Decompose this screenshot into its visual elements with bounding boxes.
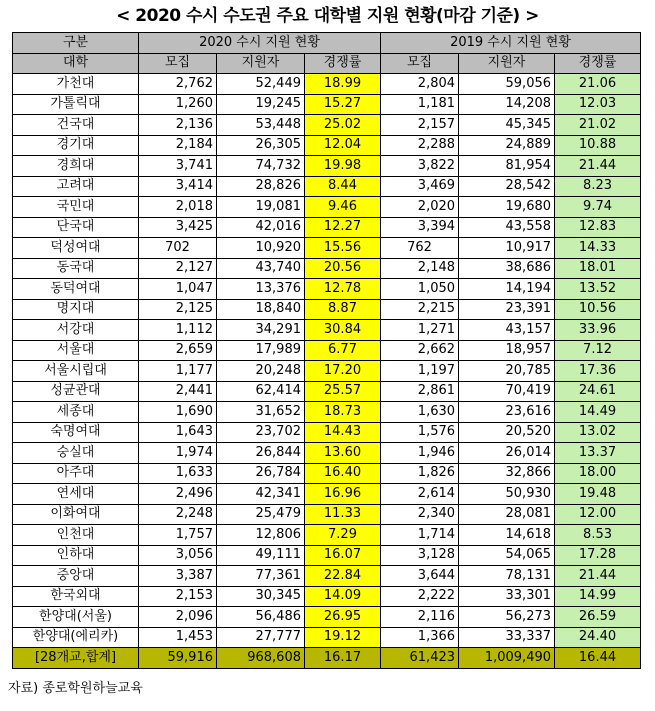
recruit-2020-cell: 2,441 <box>139 381 217 402</box>
university-name-cell: 고려대 <box>13 176 139 197</box>
rate-2020-cell: 20.56 <box>305 258 381 279</box>
recruit-2019-cell: 3,822 <box>381 156 459 177</box>
applicants-2019-cell: 28,081 <box>459 504 555 525</box>
applicants-2020-cell: 30,345 <box>217 586 305 607</box>
recruit-2019-cell: 2,116 <box>381 607 459 628</box>
recruit-2019-cell: 1,271 <box>381 320 459 341</box>
header-row-2 <box>13 53 641 74</box>
recruit-2020-header: 모집 <box>139 53 217 74</box>
university-name-cell: 서강대 <box>13 320 139 341</box>
recruit-2019-cell: 2,222 <box>381 586 459 607</box>
university-name-cell: 서울시립대 <box>13 361 139 382</box>
recruit-2020-cell: 2,659 <box>139 340 217 361</box>
applicants-2019-cell: 56,273 <box>459 607 555 628</box>
rate-2019-cell: 14.99 <box>555 586 641 607</box>
rate-2020-cell: 19.98 <box>305 156 381 177</box>
university-name-cell: 성균관대 <box>13 381 139 402</box>
recruit-2019-cell: 2,804 <box>381 74 459 95</box>
rate-2020-cell: 6.77 <box>305 340 381 361</box>
university-name-cell: 중앙대 <box>13 566 139 587</box>
rate-2019-cell: 10.88 <box>555 135 641 156</box>
recruit-2019-cell: 1,826 <box>381 463 459 484</box>
applicants-2019-cell: 43,157 <box>459 320 555 341</box>
university-name-cell: 가톨릭대 <box>13 94 139 115</box>
recruit-2020-cell: 1,643 <box>139 422 217 443</box>
university-name-cell: 세종대 <box>13 402 139 423</box>
rate-2019-cell: 13.02 <box>555 422 641 443</box>
applicants-2020-cell: 34,291 <box>217 320 305 341</box>
recruit-2020-cell: 1,112 <box>139 320 217 341</box>
applicants-2020-cell: 43,740 <box>217 258 305 279</box>
applicants-2020-cell: 42,016 <box>217 217 305 238</box>
university-name-cell: 국민대 <box>13 197 139 218</box>
applicants-2019-cell: 10,917 <box>459 238 555 259</box>
table-row <box>13 525 641 546</box>
rate-2019-cell: 26.59 <box>555 607 641 628</box>
university-name-cell: 연세대 <box>13 484 139 505</box>
applicants-2020-cell: 77,361 <box>217 566 305 587</box>
year-2020-header: 2020 수시 지원 현황 <box>139 33 381 54</box>
recruit-2019-cell: 1,946 <box>381 443 459 464</box>
rate-2019-cell: 24.40 <box>555 627 641 648</box>
rate-2020-cell: 8.44 <box>305 176 381 197</box>
recruit-2019-cell: 2,148 <box>381 258 459 279</box>
rate-2019-cell: 14.33 <box>555 238 641 259</box>
rate-2019-cell: 12.03 <box>555 94 641 115</box>
rate-2019-cell: 33.96 <box>555 320 641 341</box>
rate-2020-cell: 25.57 <box>305 381 381 402</box>
total-row <box>13 648 641 669</box>
applicants-2019-cell: 70,419 <box>459 381 555 402</box>
applicants-2020-cell: 13,376 <box>217 279 305 300</box>
university-name-cell: 숙명여대 <box>13 422 139 443</box>
rate-2020-cell: 12.04 <box>305 135 381 156</box>
recruit-2020-cell: 1,453 <box>139 627 217 648</box>
applicants-2019-cell: 38,686 <box>459 258 555 279</box>
rate-2020-cell: 11.33 <box>305 504 381 525</box>
rate-2019-cell: 21.44 <box>555 566 641 587</box>
table-row <box>13 361 641 382</box>
applicants-2019-cell: 14,194 <box>459 279 555 300</box>
recruit-2020-cell: 1,047 <box>139 279 217 300</box>
applicants-2019-cell: 33,301 <box>459 586 555 607</box>
table-row <box>13 381 641 402</box>
rate-2020-cell: 16.96 <box>305 484 381 505</box>
university-name-cell: 서울대 <box>13 340 139 361</box>
recruit-2020-cell: 2,762 <box>139 74 217 95</box>
applicants-2019-cell: 28,542 <box>459 176 555 197</box>
applicants-2020-header: 지원자 <box>217 53 305 74</box>
university-name-cell: 단국대 <box>13 217 139 238</box>
recruit-2019-cell: 3,644 <box>381 566 459 587</box>
table-row <box>13 504 641 525</box>
applicants-2020-cell: 17,989 <box>217 340 305 361</box>
university-name-cell: 인천대 <box>13 525 139 546</box>
table-row <box>13 299 641 320</box>
rate-2019-cell: 10.56 <box>555 299 641 320</box>
university-name-cell: 경기대 <box>13 135 139 156</box>
rate-2020-cell: 7.29 <box>305 525 381 546</box>
recruit-2019-cell: 2,614 <box>381 484 459 505</box>
rate-2019-header: 경쟁률 <box>555 53 641 74</box>
applicants-2019-cell: 14,208 <box>459 94 555 115</box>
recruit-2020-cell: 2,153 <box>139 586 217 607</box>
applicants-2019-cell: 59,056 <box>459 74 555 95</box>
university-name-cell: 이화여대 <box>13 504 139 525</box>
rate-2019-cell: 14.49 <box>555 402 641 423</box>
university-name-cell: 인하대 <box>13 545 139 566</box>
recruit-2020-cell: 1,177 <box>139 361 217 382</box>
table-row <box>13 135 641 156</box>
header-row-1 <box>13 33 641 54</box>
recruit-2020-cell: 2,248 <box>139 504 217 525</box>
recruit-2020-cell: 1,633 <box>139 463 217 484</box>
table-row <box>13 258 641 279</box>
applicants-2019-cell: 43,558 <box>459 217 555 238</box>
recruit-2020-cell: 3,056 <box>139 545 217 566</box>
table-row <box>13 94 641 115</box>
table-row <box>13 340 641 361</box>
rate-2019-cell: 8.53 <box>555 525 641 546</box>
rate-2020-cell: 16.17 <box>305 648 381 669</box>
rate-2019-cell: 9.74 <box>555 197 641 218</box>
applicants-2019-cell: 50,930 <box>459 484 555 505</box>
recruit-2019-cell: 3,128 <box>381 545 459 566</box>
rate-2019-cell: 12.83 <box>555 217 641 238</box>
recruit-2019-cell: 1,050 <box>381 279 459 300</box>
applicants-2019-cell: 23,391 <box>459 299 555 320</box>
univ-header: 대학 <box>13 53 139 74</box>
table-row <box>13 422 641 443</box>
applicants-2020-cell: 26,844 <box>217 443 305 464</box>
table-row <box>13 279 641 300</box>
rate-2019-cell: 21.02 <box>555 115 641 136</box>
applicants-2020-cell: 31,652 <box>217 402 305 423</box>
recruit-2019-cell: 1,714 <box>381 525 459 546</box>
applicants-2019-cell: 54,065 <box>459 545 555 566</box>
applicants-2020-cell: 74,732 <box>217 156 305 177</box>
applicants-2019-cell: 45,345 <box>459 115 555 136</box>
applicants-2020-cell: 28,826 <box>217 176 305 197</box>
applicants-2020-cell: 19,245 <box>217 94 305 115</box>
rate-2019-cell: 21.06 <box>555 74 641 95</box>
applicants-2020-cell: 53,448 <box>217 115 305 136</box>
table-row <box>13 443 641 464</box>
applicants-2020-cell: 10,920 <box>217 238 305 259</box>
applicants-2020-cell: 18,840 <box>217 299 305 320</box>
rate-2019-cell: 18.01 <box>555 258 641 279</box>
university-name-cell: 한국외대 <box>13 586 139 607</box>
rate-2020-cell: 18.99 <box>305 74 381 95</box>
recruit-2019-cell: 2,662 <box>381 340 459 361</box>
applicants-2020-cell: 19,081 <box>217 197 305 218</box>
year-2019-header: 2019 수시 지원 현황 <box>381 33 641 54</box>
rate-2019-cell: 13.52 <box>555 279 641 300</box>
rate-2019-cell: 7.12 <box>555 340 641 361</box>
recruit-2020-cell: 2,096 <box>139 607 217 628</box>
recruit-2020-cell: 2,018 <box>139 197 217 218</box>
table-row <box>13 217 641 238</box>
rate-2019-cell: 17.36 <box>555 361 641 382</box>
recruit-2019-cell: 2,861 <box>381 381 459 402</box>
university-name-cell: 가천대 <box>13 74 139 95</box>
university-name-cell: 숭실대 <box>13 443 139 464</box>
rate-2020-cell: 9.46 <box>305 197 381 218</box>
applicants-2019-cell: 26,014 <box>459 443 555 464</box>
recruit-2019-cell: 762 <box>381 238 459 259</box>
recruit-2020-cell: 3,741 <box>139 156 217 177</box>
recruit-2019-cell: 1,630 <box>381 402 459 423</box>
rate-2020-cell: 14.43 <box>305 422 381 443</box>
recruit-2020-cell: 3,414 <box>139 176 217 197</box>
rate-2020-cell: 15.56 <box>305 238 381 259</box>
applicants-2020-cell: 52,449 <box>217 74 305 95</box>
rate-2019-cell: 12.00 <box>555 504 641 525</box>
recruit-2020-cell: 1,974 <box>139 443 217 464</box>
applicants-2019-cell: 32,866 <box>459 463 555 484</box>
rate-2019-cell: 19.48 <box>555 484 641 505</box>
applicants-2020-cell: 26,305 <box>217 135 305 156</box>
rate-2020-cell: 13.60 <box>305 443 381 464</box>
recruit-2020-cell: 702 <box>139 238 217 259</box>
rate-2020-cell: 12.78 <box>305 279 381 300</box>
table-row <box>13 586 641 607</box>
university-name-cell: 아주대 <box>13 463 139 484</box>
recruit-2020-cell: 2,136 <box>139 115 217 136</box>
table-row <box>13 566 641 587</box>
applicants-2019-cell: 18,957 <box>459 340 555 361</box>
applicants-2019-cell: 78,131 <box>459 566 555 587</box>
rate-2019-cell: 18.00 <box>555 463 641 484</box>
rate-2020-cell: 8.87 <box>305 299 381 320</box>
applicants-2019-cell: 14,618 <box>459 525 555 546</box>
applicants-2019-cell: 20,520 <box>459 422 555 443</box>
rate-2020-cell: 16.07 <box>305 545 381 566</box>
applicants-2019-cell: 23,616 <box>459 402 555 423</box>
applicants-2019-cell: 1,009,490 <box>459 648 555 669</box>
recruit-2019-cell: 61,423 <box>381 648 459 669</box>
university-name-cell: 건국대 <box>13 115 139 136</box>
applicants-2019-cell: 33,337 <box>459 627 555 648</box>
applicants-2020-cell: 968,608 <box>217 648 305 669</box>
rate-2020-cell: 26.95 <box>305 607 381 628</box>
recruit-2020-cell: 3,425 <box>139 217 217 238</box>
table-row <box>13 197 641 218</box>
table-row <box>13 484 641 505</box>
table-row <box>13 115 641 136</box>
recruit-2019-cell: 2,020 <box>381 197 459 218</box>
source-note: 자료) 종로학원하늘교육 <box>8 681 143 696</box>
table-row <box>13 463 641 484</box>
recruit-2020-cell: 1,690 <box>139 402 217 423</box>
recruit-2020-cell: 2,496 <box>139 484 217 505</box>
applicants-2020-cell: 23,702 <box>217 422 305 443</box>
rate-2019-cell: 16.44 <box>555 648 641 669</box>
university-name-cell: 명지대 <box>13 299 139 320</box>
recruit-2019-cell: 1,576 <box>381 422 459 443</box>
table-row <box>13 176 641 197</box>
rate-2020-header: 경쟁률 <box>305 53 381 74</box>
recruit-2020-cell: 2,127 <box>139 258 217 279</box>
applicants-2020-cell: 42,341 <box>217 484 305 505</box>
recruit-2019-cell: 2,288 <box>381 135 459 156</box>
table-row <box>13 238 641 259</box>
applicants-2019-cell: 81,954 <box>459 156 555 177</box>
rate-2020-cell: 12.27 <box>305 217 381 238</box>
university-name-cell: 동국대 <box>13 258 139 279</box>
applicants-2020-cell: 20,248 <box>217 361 305 382</box>
table-row <box>13 74 641 95</box>
applicants-2020-cell: 49,111 <box>217 545 305 566</box>
rate-2020-cell: 16.40 <box>305 463 381 484</box>
applicants-2020-cell: 26,784 <box>217 463 305 484</box>
university-name-cell: [28개교,합계] <box>13 648 139 669</box>
rate-2020-cell: 30.84 <box>305 320 381 341</box>
university-name-cell: 한양대(서울) <box>13 607 139 628</box>
table-row <box>13 156 641 177</box>
applications-table <box>12 32 641 669</box>
applicants-2019-header: 지원자 <box>459 53 555 74</box>
table-row <box>13 607 641 628</box>
rate-2020-cell: 22.84 <box>305 566 381 587</box>
recruit-2020-cell: 2,125 <box>139 299 217 320</box>
rate-2020-cell: 19.12 <box>305 627 381 648</box>
table-row <box>13 545 641 566</box>
rate-2019-cell: 24.61 <box>555 381 641 402</box>
recruit-2020-cell: 2,184 <box>139 135 217 156</box>
recruit-2020-cell: 59,916 <box>139 648 217 669</box>
recruit-2019-cell: 2,215 <box>381 299 459 320</box>
applicants-2019-cell: 20,785 <box>459 361 555 382</box>
recruit-2019-cell: 2,157 <box>381 115 459 136</box>
recruit-2019-cell: 1,366 <box>381 627 459 648</box>
page-title: < 2020 수시 수도권 주요 대학별 지원 현황(마감 기준) > <box>116 6 539 26</box>
recruit-2019-cell: 1,197 <box>381 361 459 382</box>
applicants-2019-cell: 24,889 <box>459 135 555 156</box>
rate-2019-cell: 8.23 <box>555 176 641 197</box>
university-name-cell: 한양대(에리카) <box>13 627 139 648</box>
university-name-cell: 덕성여대 <box>13 238 139 259</box>
group-header: 구분 <box>13 33 139 54</box>
rate-2019-cell: 17.28 <box>555 545 641 566</box>
table-row <box>13 320 641 341</box>
university-name-cell: 동덕여대 <box>13 279 139 300</box>
applicants-2020-cell: 27,777 <box>217 627 305 648</box>
rate-2019-cell: 21.44 <box>555 156 641 177</box>
recruit-2019-cell: 3,469 <box>381 176 459 197</box>
recruit-2020-cell: 3,387 <box>139 566 217 587</box>
recruit-2019-cell: 3,394 <box>381 217 459 238</box>
recruit-2020-cell: 1,757 <box>139 525 217 546</box>
rate-2020-cell: 15.27 <box>305 94 381 115</box>
applicants-2020-cell: 12,806 <box>217 525 305 546</box>
university-name-cell: 경희대 <box>13 156 139 177</box>
recruit-2019-cell: 2,340 <box>381 504 459 525</box>
table-row <box>13 402 641 423</box>
rate-2020-cell: 17.20 <box>305 361 381 382</box>
rate-2020-cell: 18.73 <box>305 402 381 423</box>
recruit-2019-header: 모집 <box>381 53 459 74</box>
recruit-2020-cell: 1,260 <box>139 94 217 115</box>
rate-2019-cell: 13.37 <box>555 443 641 464</box>
applicants-2020-cell: 25,479 <box>217 504 305 525</box>
applicants-2019-cell: 19,680 <box>459 197 555 218</box>
rate-2020-cell: 14.09 <box>305 586 381 607</box>
table-row <box>13 627 641 648</box>
applicants-2020-cell: 62,414 <box>217 381 305 402</box>
recruit-2019-cell: 1,181 <box>381 94 459 115</box>
rate-2020-cell: 25.02 <box>305 115 381 136</box>
applicants-2020-cell: 56,486 <box>217 607 305 628</box>
